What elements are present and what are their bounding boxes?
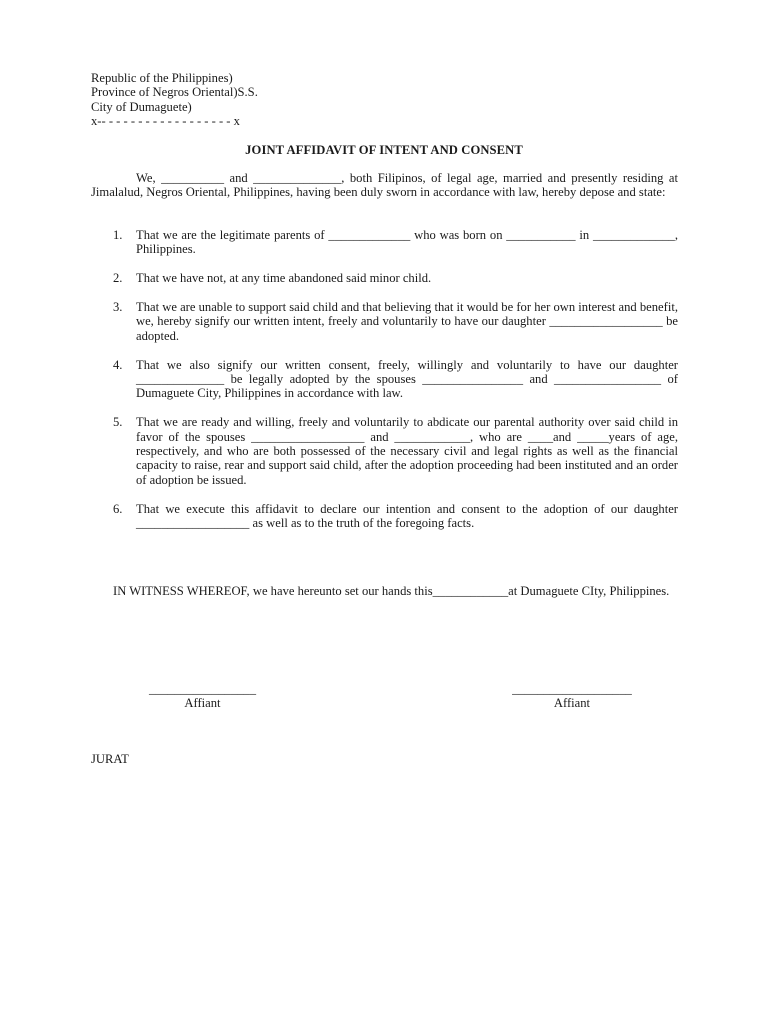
witness-paragraph: IN WITNESS WHEREOF, we have hereunto set our hands this____________at Dumaguete CIty, Philippines. (113, 584, 670, 598)
statement-item-1 (91, 228, 678, 257)
statement-text: That we are the legitimate parents of _____________ who was born on ___________ in _____________, Philippines. (136, 228, 678, 257)
statement-number: 1. (113, 228, 123, 242)
jurat-heading: JURAT (91, 752, 129, 766)
statement-item-2 (91, 271, 678, 285)
signature-block-left (134, 682, 271, 711)
venue-line-province: Province of Negros Oriental)S.S. (91, 85, 258, 100)
intro-paragraph: We, __________ and ______________, both Filipinos, of legal age, married and presently residing at Jimalalud, Negros Oriental, Philippines, having been duly sworn in accordance with law, hereby depose and state: (91, 171, 678, 200)
statement-text: That we execute this affidavit to declare our intention and consent to the adoption of our daughter __________________ as well as to the truth of the foregoing facts. (136, 501, 678, 531)
statement-list (91, 228, 678, 545)
venue-block (91, 71, 258, 129)
signature-label: Affiant (553, 696, 591, 711)
statement-item-6 (91, 502, 678, 531)
statement-item-5 (91, 415, 678, 487)
statement-number: 4. (113, 357, 123, 372)
signature-line: ___________________ (512, 682, 632, 696)
statement-number: 5. (113, 415, 123, 430)
statement-item-4 (91, 358, 678, 401)
statement-item-3 (91, 300, 678, 343)
document-title: JOINT AFFIDAVIT OF INTENT AND CONSENT (245, 143, 523, 157)
statement-text: That we also signify our written consent, freely, willingly and voluntarily to have our daughter ______________ be legally adopted by the spouses ________________ and _________________ of Dumaguete City, Philippines in accordance with law. (136, 357, 678, 401)
statement-text: That we are ready and willing, freely and voluntarily to abdicate our parental authority over said child in favor of the spouses __________________ and ____________, who are ____and _____years of age, respectively, and who are both possessed of the necessary civil and legal rights as well as the financial capacity to raise, rear and support said child, after the adoption proceeding had been instituted and an order of adoption be issued. (136, 415, 678, 487)
signature-label: Affiant (184, 696, 221, 711)
statement-number: 2. (113, 271, 123, 286)
statement-number: 6. (113, 501, 123, 516)
signature-block-right (496, 682, 648, 711)
signature-line: _________________ (148, 682, 257, 696)
statement-text: That we have not, at any time abandoned said minor child. (136, 271, 432, 286)
venue-line-city: City of Dumaguete) (91, 99, 192, 114)
statement-number: 3. (113, 300, 123, 314)
venue-line-republic: Republic of the Philippines) (91, 71, 233, 85)
statement-text: That we are unable to support said child and that believing that it would be for her own interest and benefit, we, hereby signify our written intent, freely and voluntarily to have our daughter __________________ be adopted. (136, 300, 678, 343)
venue-separator: x-- - - - - - - - - - - - - - - - - - x (91, 114, 240, 129)
